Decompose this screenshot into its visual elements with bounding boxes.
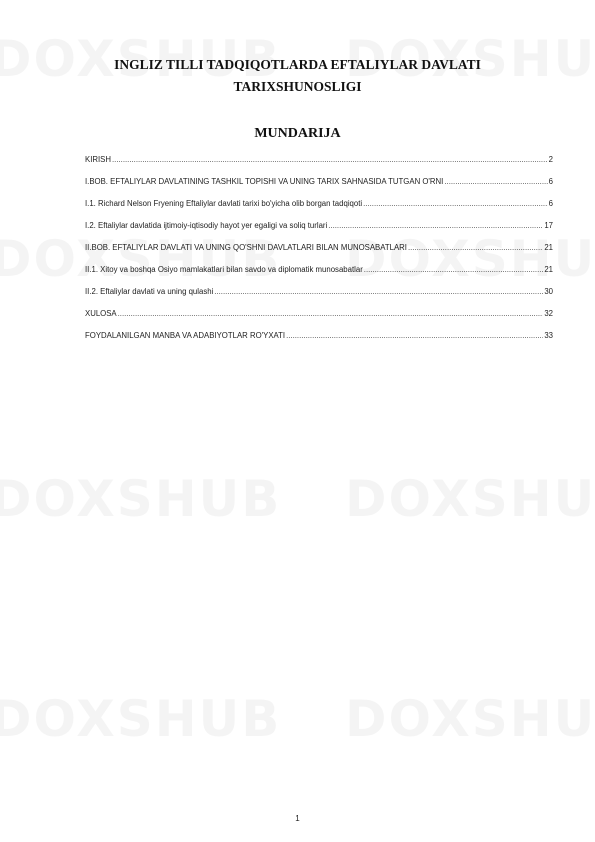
toc-entry-page: 21 xyxy=(544,265,553,274)
toc-entry[interactable] xyxy=(85,155,553,177)
toc-entry[interactable] xyxy=(85,265,553,287)
toc-entry-title: II.BOB. EFTALIYLAR DAVLATI VA UNING QO'SHNI DAVLATLARI BILAN MUNOSABATLARI xyxy=(85,243,407,252)
toc-leader-dots xyxy=(363,199,548,208)
toc-entry[interactable] xyxy=(85,309,553,331)
watermark xyxy=(0,690,281,748)
toc-leader-dots xyxy=(112,155,548,164)
toc-entry-page: 32 xyxy=(544,309,553,318)
toc-entry-title: XULOSA xyxy=(85,309,117,318)
toc-entry-page: 21 xyxy=(544,243,553,252)
toc-entry-title: I.1. Richard Nelson Fryening Eftaliylar davlati tarixi bo'yicha olib borgan tadqiqoti xyxy=(85,199,363,208)
toc-entry[interactable] xyxy=(85,221,553,243)
toc-heading: MUNDARIJA xyxy=(254,126,341,141)
toc-leader-dots xyxy=(214,287,543,296)
title-line-1: INGLIZ TILLI TADQIQOTLARDA EFTALIYLAR DAVLATI xyxy=(114,57,481,72)
toc-entry-page: 2 xyxy=(548,155,553,164)
toc-entry[interactable] xyxy=(85,331,553,353)
toc-entry-page: 33 xyxy=(544,331,553,340)
toc-entry-title: II.1. Xitoy va boshqa Osiyo mamlakatlari bilan savdo va diplomatik munosabatlar xyxy=(85,265,363,274)
toc-leader-dots xyxy=(408,243,543,252)
watermark xyxy=(345,470,595,528)
toc-entry-title: I.2. Eftaliylar davlatida ijtimoiy-iqtisodiy hayot yer egaligi va soliq turlari xyxy=(85,221,328,230)
toc-entry-page: 30 xyxy=(544,287,553,296)
toc-entry[interactable] xyxy=(85,287,553,309)
toc-leader-dots xyxy=(364,265,544,274)
toc-leader-dots xyxy=(118,309,544,318)
toc-entry-page: 6 xyxy=(548,177,553,186)
toc-entry-page: 6 xyxy=(548,199,553,208)
toc-entry[interactable] xyxy=(85,243,553,265)
toc-entry-title: II.2. Eftaliylar davlati va uning qulashi xyxy=(85,287,214,296)
toc-entry-title: FOYDALANILGAN MANBA VA ADABIYOTLAR RO'YXATI xyxy=(85,331,286,340)
table-of-contents xyxy=(85,155,553,353)
watermark xyxy=(345,690,595,748)
document-title xyxy=(60,54,535,98)
title-line-2: TARIXSHUNOSLIGI xyxy=(233,79,362,94)
watermark xyxy=(0,470,281,528)
toc-leader-dots xyxy=(328,221,543,230)
toc-entry[interactable] xyxy=(85,199,553,221)
toc-entry-title: KIRISH xyxy=(85,155,111,164)
toc-entry-title: I.BOB. EFTALIYLAR DAVLATINING TASHKIL TOPISHI VA UNING TARIX SAHNASIDA TUTGAN O'RNI xyxy=(85,177,444,186)
toc-leader-dots xyxy=(286,331,543,340)
page-number: 1 xyxy=(295,814,300,823)
toc-entry-page: 17 xyxy=(544,221,553,230)
toc-entry[interactable] xyxy=(85,177,553,199)
toc-leader-dots xyxy=(444,177,547,186)
